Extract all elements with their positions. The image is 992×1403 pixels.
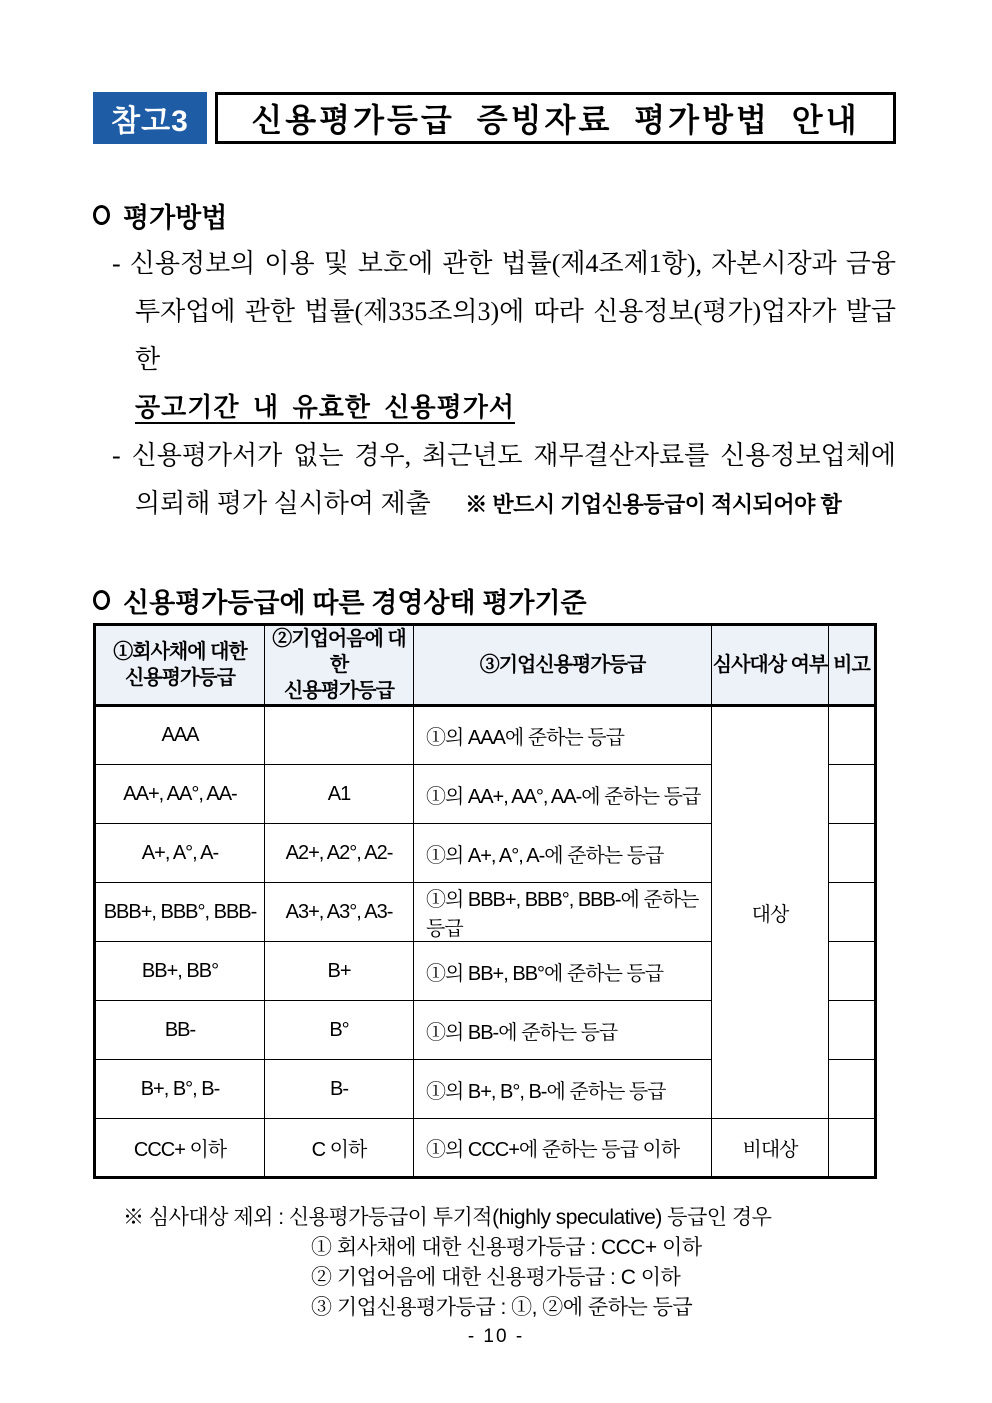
cp-cell: C 이하 bbox=[265, 1119, 414, 1178]
credit-rating-table bbox=[93, 623, 877, 1179]
header-remark: 비고 bbox=[829, 625, 876, 706]
bond-cell: BB- bbox=[95, 1001, 265, 1060]
corp-cell: ①의 BB-에 준하는 등급 bbox=[414, 1001, 712, 1060]
bullet2-line2-text: 의뢰해 평가 실시하여 제출 bbox=[135, 489, 431, 518]
remark-cell bbox=[829, 706, 876, 765]
credit-rating-table-wrap bbox=[93, 623, 896, 1179]
cp-cell: B° bbox=[265, 1001, 414, 1060]
bullet2-line1: - 신용평가서가 없는 경우, 최근년도 재무결산자료를 신용정보업체에 bbox=[112, 441, 896, 470]
underlined-emphasis: 공고기간 내 유효한 신용평가서 bbox=[135, 393, 516, 422]
bond-cell: BB+, BB° bbox=[95, 942, 265, 1001]
corp-cell: ①의 AA+, AA°, AA-에 준하는 등급 bbox=[414, 765, 712, 824]
header-cp-line2: 신용평가등급 bbox=[284, 680, 394, 702]
header-bond-line2: 신용평가등급 bbox=[125, 667, 235, 689]
footnote-item-3: ③ 기업신용평가등급 : ①, ②에 준하는 등급 bbox=[311, 1296, 693, 1319]
section2-heading bbox=[93, 579, 896, 621]
corp-cell: ①의 BB+, BB°에 준하는 등급 bbox=[414, 942, 712, 1001]
table-body bbox=[95, 706, 876, 1178]
corp-cell: ①의 AAA에 준하는 등급 bbox=[414, 706, 712, 765]
bond-cell: AAA bbox=[95, 706, 265, 765]
review-excluded-cell: 비대상 bbox=[712, 1119, 829, 1178]
bond-cell: B+, B°, B- bbox=[95, 1060, 265, 1119]
page-title: 신용평가등급 증빙자료 평가방법 안내 bbox=[215, 92, 896, 144]
table-header-row bbox=[95, 625, 876, 706]
corp-cell: ①의 A+, A°, A-에 준하는 등급 bbox=[414, 824, 712, 883]
cp-cell: B+ bbox=[265, 942, 414, 1001]
section1-heading-label: 평가방법 bbox=[123, 202, 228, 233]
corp-cell: ①의 CCC+에 준하는 등급 이하 bbox=[414, 1119, 712, 1178]
corp-cell: ①의 B+, B°, B-에 준하는 등급 bbox=[414, 1060, 712, 1119]
header-bond-rating bbox=[95, 625, 265, 706]
remark-cell bbox=[829, 765, 876, 824]
title-bar bbox=[93, 92, 896, 144]
remark-cell bbox=[829, 1060, 876, 1119]
section1-bullets bbox=[93, 240, 896, 529]
remark-cell bbox=[829, 1119, 876, 1178]
page-number: - 10 - bbox=[467, 1326, 525, 1347]
table-row bbox=[95, 1119, 876, 1178]
bullet1-line2: 투자업에 관한 법률(제335조의3)에 따라 신용정보(평가)업자가 발급한 bbox=[135, 297, 896, 374]
section1-heading bbox=[93, 194, 896, 236]
section2-heading-label: 신용평가등급에 따른 경영상태 평가기준 bbox=[123, 587, 587, 618]
bond-cell: CCC+ 이하 bbox=[95, 1119, 265, 1178]
bond-cell: BBB+, BBB°, BBB- bbox=[95, 883, 265, 942]
bold-inline-note: ※ 반드시 기업신용등급이 적시되어야 함 bbox=[465, 492, 842, 517]
header-cp-line1: ②기업어음에 대한 bbox=[272, 628, 406, 676]
cp-cell: A1 bbox=[265, 765, 414, 824]
cp-cell bbox=[265, 706, 414, 765]
corp-cell: ①의 BBB+, BBB°, BBB-에 준하는 등급 bbox=[414, 883, 712, 942]
remark-cell bbox=[829, 883, 876, 942]
remark-cell bbox=[829, 942, 876, 1001]
footnote-main: ※ 심사대상 제외 : 신용평가등급이 투기적(highly speculative) 등급인 경우 bbox=[123, 1206, 772, 1229]
remark-cell bbox=[829, 824, 876, 883]
circle-bullet-icon bbox=[93, 205, 110, 225]
header-cp-rating bbox=[265, 625, 414, 706]
footnotes bbox=[93, 1203, 896, 1323]
reference-badge: 참고3 bbox=[93, 92, 207, 144]
table-head bbox=[95, 625, 876, 706]
header-review-status: 심사대상 여부 bbox=[712, 625, 829, 706]
header-corp-rating: ③기업신용평가등급 bbox=[414, 625, 712, 706]
footnote-item-2: ② 기업어음에 대한 신용평가등급 : C 이하 bbox=[311, 1266, 681, 1289]
remark-cell bbox=[829, 1001, 876, 1060]
review-target-cell: 대상 bbox=[712, 706, 829, 1119]
page-content bbox=[93, 92, 896, 1323]
circle-bullet-icon bbox=[93, 590, 110, 610]
bond-cell: AA+, AA°, AA- bbox=[95, 765, 265, 824]
table-row bbox=[95, 706, 876, 765]
bullet1-line1: - 신용정보의 이용 및 보호에 관한 법률(제4조제1항), 자본시장과 금융 bbox=[112, 249, 896, 278]
header-bond-line1: ①회사채에 대한 bbox=[113, 641, 247, 663]
bullet1-line3 bbox=[93, 384, 896, 432]
cp-cell: B- bbox=[265, 1060, 414, 1119]
bond-cell: A+, A°, A- bbox=[95, 824, 265, 883]
footnote-item-1: ① 회사채에 대한 신용평가등급 : CCC+ 이하 bbox=[311, 1236, 702, 1259]
cp-cell: A3+, A3°, A3- bbox=[265, 883, 414, 942]
bullet2-line2 bbox=[93, 480, 896, 529]
cp-cell: A2+, A2°, A2- bbox=[265, 824, 414, 883]
